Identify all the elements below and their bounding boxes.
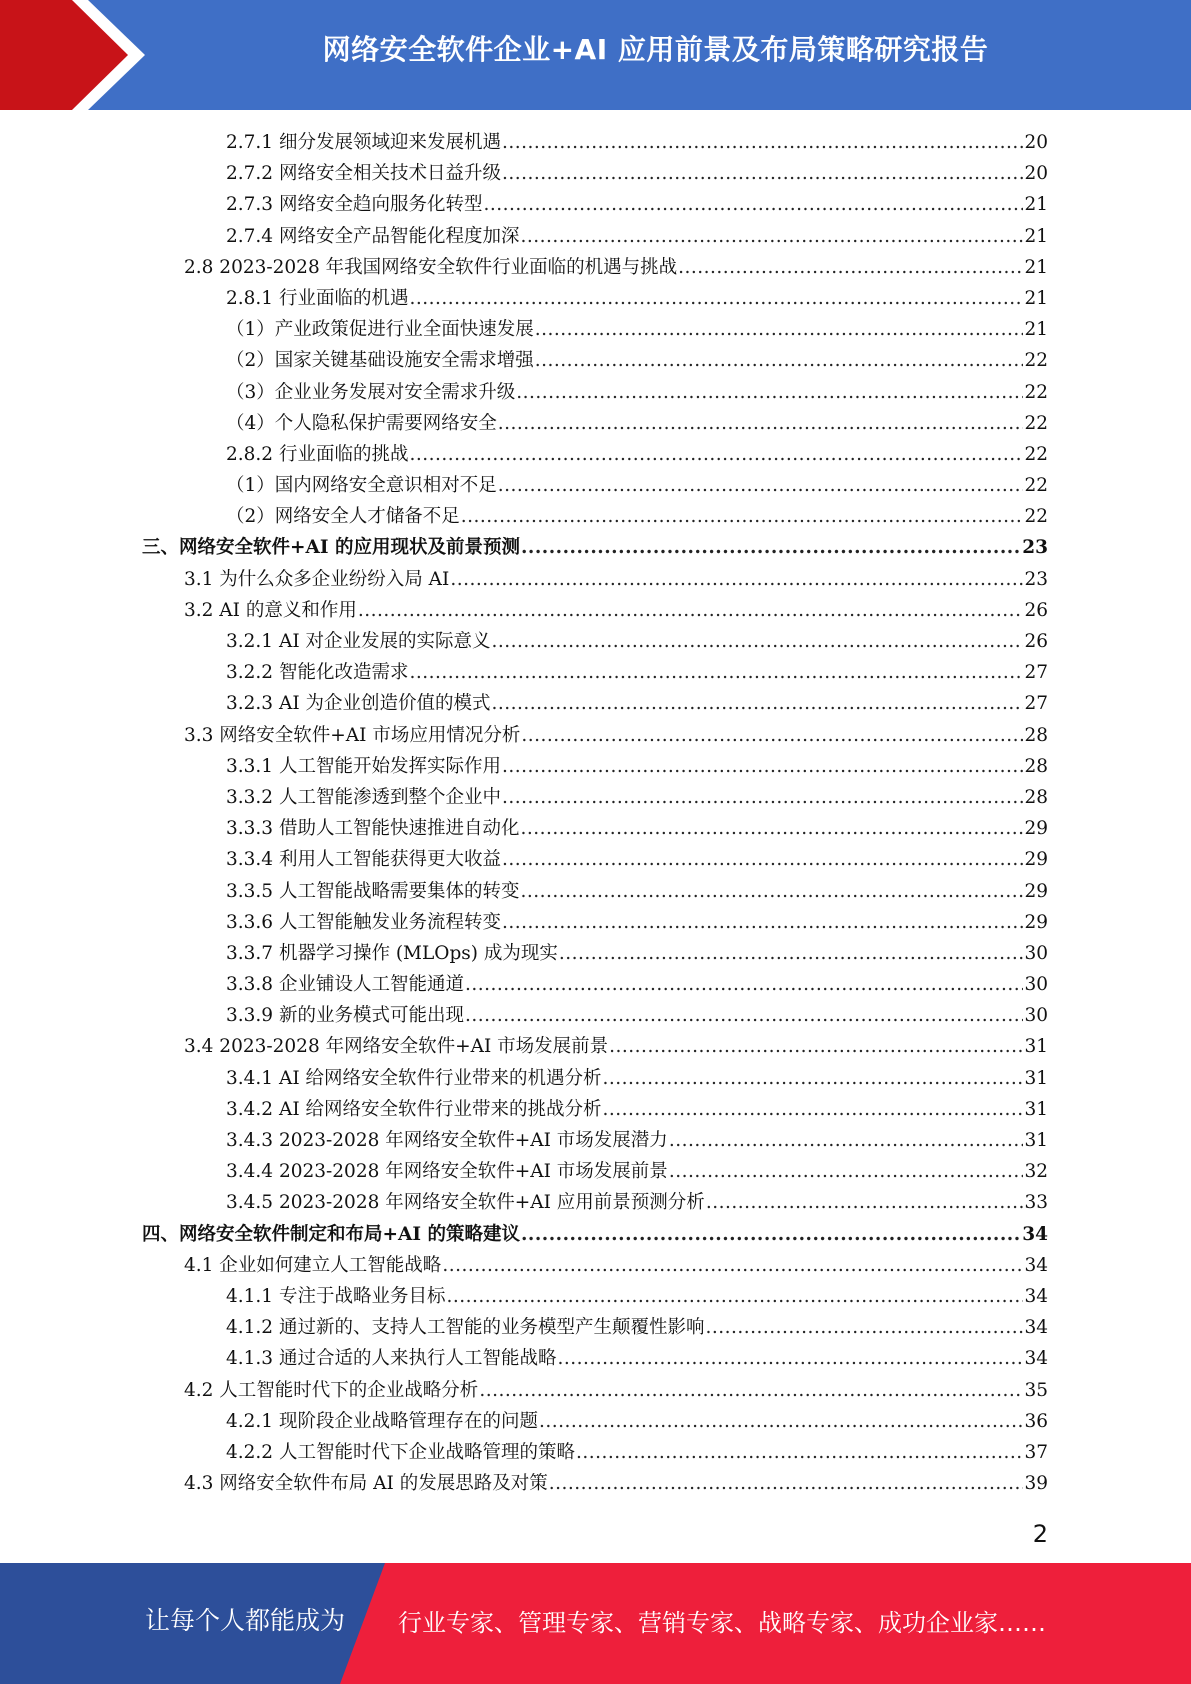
- toc-entry-title: （4）个人隐私保护需要网络安全: [226, 412, 497, 434]
- toc-entry[interactable]: [142, 689, 1048, 720]
- toc-entry-page: 28: [1024, 724, 1048, 746]
- toc-entry-page: 21: [1024, 194, 1048, 216]
- toc-entry[interactable]: [142, 533, 1048, 564]
- toc-entry[interactable]: [142, 1376, 1048, 1407]
- toc-entry-page: 21: [1024, 287, 1048, 309]
- toc-leader-dots: [502, 756, 1023, 777]
- toc-entry-title: 4.2.2 人工智能时代下企业战略管理的策略: [226, 1441, 575, 1463]
- footer-slogan-left: 让每个人都能成为: [145, 1606, 346, 1635]
- toc-entry-title: 3.3.2 人工智能渗透到整个企业中: [226, 786, 501, 808]
- toc-entry[interactable]: [142, 908, 1048, 939]
- toc-entry[interactable]: [142, 1188, 1048, 1219]
- toc-entry-page: 34: [1022, 1223, 1048, 1245]
- toc-leader-dots: [539, 1411, 1023, 1432]
- toc-entry-page: 26: [1024, 599, 1048, 621]
- toc-entry-title: 4.1.2 通过新的、支持人工智能的业务模型产生颠覆性影响: [226, 1317, 705, 1339]
- toc-entry-page: 35: [1024, 1379, 1048, 1401]
- toc-entry[interactable]: [142, 346, 1048, 377]
- toc-leader-dots: [520, 818, 1023, 839]
- toc-entry[interactable]: [142, 1095, 1048, 1126]
- toc-leader-dots: [521, 1224, 1021, 1245]
- toc-leader-dots: [446, 1286, 1023, 1307]
- toc-entry-page: 29: [1024, 911, 1048, 933]
- toc-entry-page: 22: [1024, 475, 1048, 497]
- footer-slogan-right: 行业专家、管理专家、营销专家、战略专家、成功企业家……: [398, 1609, 1046, 1637]
- toc-entry-page: 39: [1024, 1473, 1048, 1495]
- toc-entry-title: 3.4.5 2023-2028 年网络安全软件+AI 应用前景预测分析: [226, 1192, 705, 1214]
- toc-entry[interactable]: [142, 627, 1048, 658]
- toc-leader-dots: [535, 319, 1024, 340]
- toc-entry[interactable]: [142, 596, 1048, 627]
- toc-entry[interactable]: [142, 783, 1048, 814]
- toc-entry-title: 四、网络安全软件制定和布局+AI 的策略建议: [142, 1223, 520, 1245]
- toc-entry[interactable]: [142, 939, 1048, 970]
- toc-leader-dots: [358, 600, 1024, 621]
- toc-entry[interactable]: [142, 502, 1048, 533]
- toc-entry-title: （2）网络安全人才储备不足: [226, 506, 460, 528]
- toc-entry[interactable]: [142, 1438, 1048, 1469]
- toc-entry-title: 3.4.2 AI 给网络安全软件行业带来的挑战分析: [226, 1098, 602, 1120]
- toc-entry-page: 21: [1024, 319, 1048, 341]
- toc-leader-dots: [465, 974, 1023, 995]
- page-number: 2: [1032, 1520, 1048, 1548]
- toc-entry[interactable]: [142, 1282, 1048, 1313]
- toc-entry-page: 28: [1024, 786, 1048, 808]
- toc-leader-dots: [450, 569, 1023, 590]
- toc-leader-dots: [535, 350, 1024, 371]
- toc-entry[interactable]: [142, 970, 1048, 1001]
- toc-entry[interactable]: [142, 1032, 1048, 1063]
- toc-entry-title: 3.4.4 2023-2028 年网络安全软件+AI 市场发展前景: [226, 1161, 668, 1183]
- toc-entry-title: 2.8 2023-2028 年我国网络安全软件行业面临的机遇与挑战: [184, 256, 678, 278]
- toc-entry-title: 3.4.1 AI 给网络安全软件行业带来的机遇分析: [226, 1067, 602, 1089]
- toc-leader-dots: [669, 1130, 1024, 1151]
- toc-entry[interactable]: [142, 190, 1048, 221]
- toc-entry-title: 3.4 2023-2028 年网络安全软件+AI 市场发展前景: [184, 1036, 609, 1058]
- toc-entry[interactable]: [142, 1157, 1048, 1188]
- toc-entry-title: 3.1 为什么众多企业纷纷入局 AI: [184, 568, 450, 590]
- toc-entry-page: 37: [1024, 1441, 1048, 1463]
- toc-entry-page: 30: [1024, 974, 1048, 996]
- toc-entry-page: 36: [1024, 1410, 1048, 1432]
- toc-entry-page: 34: [1024, 1285, 1048, 1307]
- toc-leader-dots: [492, 631, 1024, 652]
- page-footer: [0, 1563, 1191, 1684]
- toc-leader-dots: [502, 912, 1023, 933]
- toc-entry-page: 31: [1024, 1067, 1048, 1089]
- toc-leader-dots: [609, 1036, 1023, 1057]
- toc-leader-dots: [409, 288, 1023, 309]
- toc-entry[interactable]: [142, 1251, 1048, 1282]
- toc-leader-dots: [603, 1099, 1024, 1120]
- toc-entry-title: 3.3.3 借助人工智能快速推进自动化: [226, 818, 520, 840]
- toc-entry[interactable]: [142, 1313, 1048, 1344]
- toc-entry[interactable]: [142, 1469, 1048, 1500]
- toc-leader-dots: [409, 444, 1023, 465]
- toc-entry[interactable]: [142, 315, 1048, 346]
- toc-entry[interactable]: [142, 845, 1048, 876]
- header-title: 网络安全软件企业+AI 应用前景及布局策略研究报告: [322, 33, 989, 66]
- toc-entry-title: 4.1.1 专注于战略业务目标: [226, 1285, 446, 1307]
- toc-entry-title: 4.1.3 通过合适的人来执行人工智能战略: [226, 1348, 557, 1370]
- toc-entry-title: 2.7.1 细分发展领域迎来发展机遇: [226, 132, 501, 153]
- toc-entry[interactable]: [142, 378, 1048, 409]
- toc-entry-title: 4.3 网络安全软件布局 AI 的发展思路及对策: [184, 1473, 548, 1495]
- toc-leader-dots: [502, 132, 1023, 153]
- toc-entry-page: 23: [1022, 537, 1048, 559]
- toc-entry[interactable]: [142, 658, 1048, 689]
- toc-entry[interactable]: [142, 814, 1048, 845]
- toc-entry-title: 3.2.3 AI 为企业创造价值的模式: [226, 693, 491, 715]
- toc-leader-dots: [502, 163, 1023, 184]
- toc-entry-page: 26: [1024, 631, 1048, 652]
- toc-leader-dots: [706, 1192, 1024, 1213]
- toc-leader-dots: [521, 537, 1021, 558]
- table-of-contents: [142, 128, 1048, 1500]
- toc-entry-title: 2.7.3 网络安全趋向服务化转型: [226, 194, 483, 216]
- toc-entry[interactable]: [142, 1344, 1048, 1375]
- toc-entry[interactable]: [142, 159, 1048, 190]
- toc-entry[interactable]: [142, 222, 1048, 253]
- toc-leader-dots: [520, 881, 1023, 902]
- toc-entry[interactable]: [142, 752, 1048, 783]
- page-header: [0, 0, 1191, 110]
- toc-leader-dots: [483, 194, 1023, 215]
- toc-leader-dots: [521, 725, 1023, 746]
- toc-entry-page: 34: [1024, 1317, 1048, 1339]
- toc-leader-dots: [461, 506, 1024, 527]
- toc-leader-dots: [498, 475, 1024, 496]
- toc-entry-title: 3.2 AI 的意义和作用: [184, 599, 357, 621]
- toc-leader-dots: [442, 1255, 1023, 1276]
- toc-entry-title: 3.3.5 人工智能战略需要集体的转变: [226, 880, 520, 902]
- toc-entry-title: 3.3.7 机器学习操作 (MLOps) 成为现实: [226, 942, 558, 964]
- toc-entry-page: 27: [1024, 693, 1048, 715]
- toc-entry[interactable]: [142, 1407, 1048, 1438]
- toc-entry-title: 2.7.2 网络安全相关技术日益升级: [226, 163, 501, 185]
- toc-entry-page: 30: [1024, 942, 1048, 964]
- toc-entry-page: 21: [1024, 256, 1048, 278]
- toc-entry[interactable]: [142, 253, 1048, 284]
- toc-leader-dots: [502, 849, 1023, 870]
- toc-entry-title: （1）产业政策促进行业全面快速发展: [226, 319, 534, 341]
- toc-entry-title: 2.8.2 行业面临的挑战: [226, 443, 409, 465]
- toc-leader-dots: [516, 382, 1023, 403]
- toc-entry-title: 4.2.1 现阶段企业战略管理存在的问题: [226, 1410, 538, 1432]
- toc-leader-dots: [669, 1161, 1024, 1182]
- toc-entry-page: 34: [1024, 1254, 1048, 1276]
- toc-entry-title: 3.2.2 智能化改造需求: [226, 662, 409, 684]
- toc-entry-page: 20: [1024, 163, 1048, 185]
- toc-entry-title: 4.1 企业如何建立人工智能战略: [184, 1254, 442, 1276]
- toc-entry-page: 32: [1024, 1161, 1048, 1183]
- toc-entry-page: 22: [1024, 381, 1048, 403]
- toc-leader-dots: [492, 693, 1024, 714]
- toc-entry-title: （3）企业业务发展对安全需求升级: [226, 381, 516, 403]
- toc-entry[interactable]: [142, 1126, 1048, 1157]
- toc-entry[interactable]: [142, 471, 1048, 502]
- toc-entry-title: 3.3.6 人工智能触发业务流程转变: [226, 911, 501, 933]
- toc-entry-page: 31: [1024, 1098, 1048, 1120]
- toc-entry-title: 3.4.3 2023-2028 年网络安全软件+AI 市场发展潜力: [226, 1130, 668, 1151]
- toc-entry-page: 34: [1024, 1348, 1048, 1370]
- toc-leader-dots: [465, 1005, 1023, 1026]
- toc-entry-page: 22: [1024, 412, 1048, 434]
- toc-leader-dots: [479, 1380, 1023, 1401]
- toc-entry-page: 31: [1024, 1130, 1048, 1151]
- toc-entry-title: 2.7.4 网络安全产品智能化程度加深: [226, 225, 520, 247]
- toc-leader-dots: [520, 226, 1023, 247]
- toc-entry-title: 3.3.1 人工智能开始发挥实际作用: [226, 755, 501, 777]
- toc-entry-title: 2.8.1 行业面临的机遇: [226, 287, 409, 309]
- toc-entry-page: 29: [1024, 818, 1048, 840]
- toc-entry-page: 27: [1024, 662, 1048, 684]
- toc-entry-title: （2）国家关键基础设施安全需求增强: [226, 350, 534, 372]
- toc-entry[interactable]: [142, 1001, 1048, 1032]
- toc-entry-page: 22: [1024, 443, 1048, 465]
- toc-leader-dots: [705, 1317, 1023, 1338]
- toc-entry-title: 3.3.8 企业铺设人工智能通道: [226, 974, 464, 996]
- toc-entry-page: 22: [1024, 350, 1048, 372]
- toc-entry[interactable]: [142, 409, 1048, 440]
- toc-entry[interactable]: [142, 877, 1048, 908]
- toc-entry-page: 21: [1024, 225, 1048, 247]
- toc-leader-dots: [559, 943, 1024, 964]
- toc-entry-page: 29: [1024, 880, 1048, 902]
- toc-entry[interactable]: [142, 1064, 1048, 1095]
- toc-entry-title: 4.2 人工智能时代下的企业战略分析: [184, 1379, 479, 1401]
- toc-entry-title: 3.3.9 新的业务模式可能出现: [226, 1005, 464, 1027]
- toc-entry-title: 三、网络安全软件+AI 的应用现状及前景预测: [142, 537, 520, 559]
- toc-entry-page: 28: [1024, 755, 1048, 777]
- toc-entry[interactable]: [142, 440, 1048, 471]
- toc-leader-dots: [549, 1473, 1024, 1494]
- toc-entry[interactable]: [142, 1220, 1048, 1251]
- toc-leader-dots: [409, 662, 1023, 683]
- toc-leader-dots: [502, 787, 1023, 808]
- toc-entry-title: 3.3.4 利用人工智能获得更大收益: [226, 849, 501, 871]
- toc-entry[interactable]: [142, 721, 1048, 752]
- toc-entry[interactable]: [142, 565, 1048, 596]
- toc-entry-page: 20: [1024, 132, 1048, 153]
- toc-leader-dots: [576, 1442, 1023, 1463]
- toc-entry-page: 30: [1024, 1005, 1048, 1027]
- toc-leader-dots: [557, 1348, 1023, 1369]
- toc-entry-page: 31: [1024, 1036, 1048, 1058]
- toc-leader-dots: [498, 413, 1024, 434]
- toc-entry[interactable]: [142, 128, 1048, 159]
- toc-entry-page: 29: [1024, 849, 1048, 871]
- toc-leader-dots: [603, 1068, 1024, 1089]
- toc-entry-title: （1）国内网络安全意识相对不足: [226, 475, 497, 497]
- toc-leader-dots: [678, 257, 1023, 278]
- toc-entry-title: 3.2.1 AI 对企业发展的实际意义: [226, 631, 491, 652]
- toc-entry-page: 22: [1024, 506, 1048, 528]
- toc-entry-page: 23: [1024, 568, 1048, 590]
- toc-entry-title: 3.3 网络安全软件+AI 市场应用情况分析: [184, 724, 521, 746]
- toc-entry-page: 33: [1024, 1192, 1048, 1214]
- toc-entry[interactable]: [142, 284, 1048, 315]
